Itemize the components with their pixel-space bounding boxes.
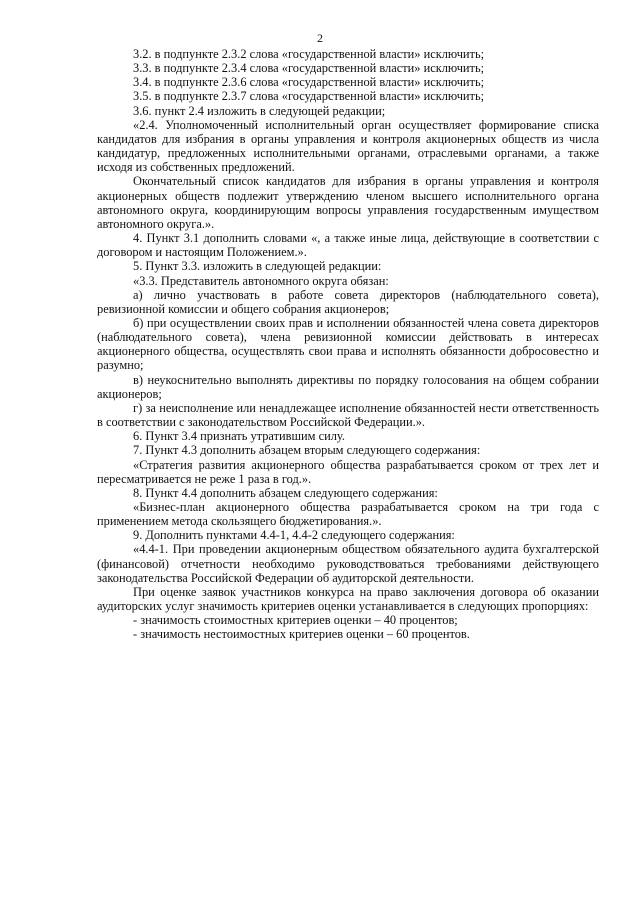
paragraph-8: 8. Пункт 4.4 дополнить абзацем следующего содержания: [133,485,438,500]
paragraph-4: 4. Пункт 3.1 дополнить словами «, а также иные лица, действующие в соответствии с договором и настоящим Положением.». [97,231,599,260]
paragraph-3-4: 3.4. в подпункте 2.3.6 слова «государственной власти» исключить; [133,75,485,90]
paragraph-item-b: б) при осуществлении своих прав и исполнении обязанностей члена совета директоров (наблюдательного совета), члена ревизионной комиссии действовать в интересах акционерного общества, осуществлять свои права и исполнять обязанности добросовестно и разумно; [97,315,599,373]
paragraph-business-plan-quote: «Бизнес-план акционерного общества разрабатывается сроком на три года с применением метода скользящего бюджетирования.». [97,500,599,529]
paragraph-cost-criteria: - значимость стоимостных критериев оценки – 40 процентов; [133,613,458,628]
paragraph-3-6: 3.6. пункт 2.4 изложить в следующей редакции; [133,103,386,118]
paragraph-strategy-quote: «Стратегия развития акционерного общества разрабатывается сроком от трех лет и пересматривается не реже 1 раза в год.». [97,457,599,486]
paragraph-3-5: 3.5. в подпункте 2.3.7 слова «государственной власти» исключить; [133,89,485,104]
paragraph-item-g: г) за неисполнение или ненадлежащее исполнение обязанностей нести ответственность в соответствии с законодательством Российской Федерации.». [97,400,599,430]
paragraph-item-v: в) неукоснительно выполнять директивы по порядку голосования на общем собрании акционеров; [97,372,599,401]
paragraph-final-list: Окончательный список кандидатов для избрания в органы управления и контроля акционерных обществ подлежит утверждению членом высшего исполнительного органа автономного округа, координирующим вопросы управления государственным имуществом автономного округа.». [97,174,599,231]
paragraph-3-3-quote: «3.3. Представитель автономного округа обязан: [133,273,389,288]
paragraph-3-3: 3.3. в подпункте 2.3.4 слова «государственной власти» исключить; [133,61,485,76]
page-number: 2 [317,31,323,45]
paragraph-7: 7. Пункт 4.3 дополнить абзацем вторым следующего содержания: [133,443,481,458]
paragraph-noncost-criteria: - значимость нестоимостных критериев оценки – 60 процентов. [133,627,470,642]
paragraph-6: 6. Пункт 3.4 признать утратившим силу. [133,429,345,444]
paragraph-3-2: 3.2. в подпункте 2.3.2 слова «государственной власти» исключить; [133,47,485,61]
paragraph-2-4-quote: «2.4. Уполномоченный исполнительный орган осуществляет формирование списка кандидатов для избрания в органы управления и контроля акционерных обществ из числа кандидатур, предложенных исполнительными органами, отраслевыми органами, а также исходя из собственных предложений. [97,117,599,175]
paragraph-5: 5. Пункт 3.3. изложить в следующей редакции: [133,259,382,274]
paragraph-item-a: а) лично участвовать в работе совета директоров (наблюдательного совета), ревизионной комиссии и общего собрания акционеров; [97,287,599,316]
paragraph-audit-evaluation: При оценке заявок участников конкурса на право заключения договора об оказании аудиторских услуг значимость критериев оценки устанавливается в следующих пропорциях: [97,584,599,614]
document-body [97,47,599,642]
paragraph-4-4-1-quote: «4.4-1. При проведении акционерным обществом обязательного аудита бухгалтерской (финансовой) отчетности необходимо руководствоваться требованиями действующего законодательства Российской Федерации об аудиторской деятельности. [97,542,599,585]
paragraph-9: 9. Дополнить пунктами 4.4-1, 4.4-2 следующего содержания: [133,528,455,543]
